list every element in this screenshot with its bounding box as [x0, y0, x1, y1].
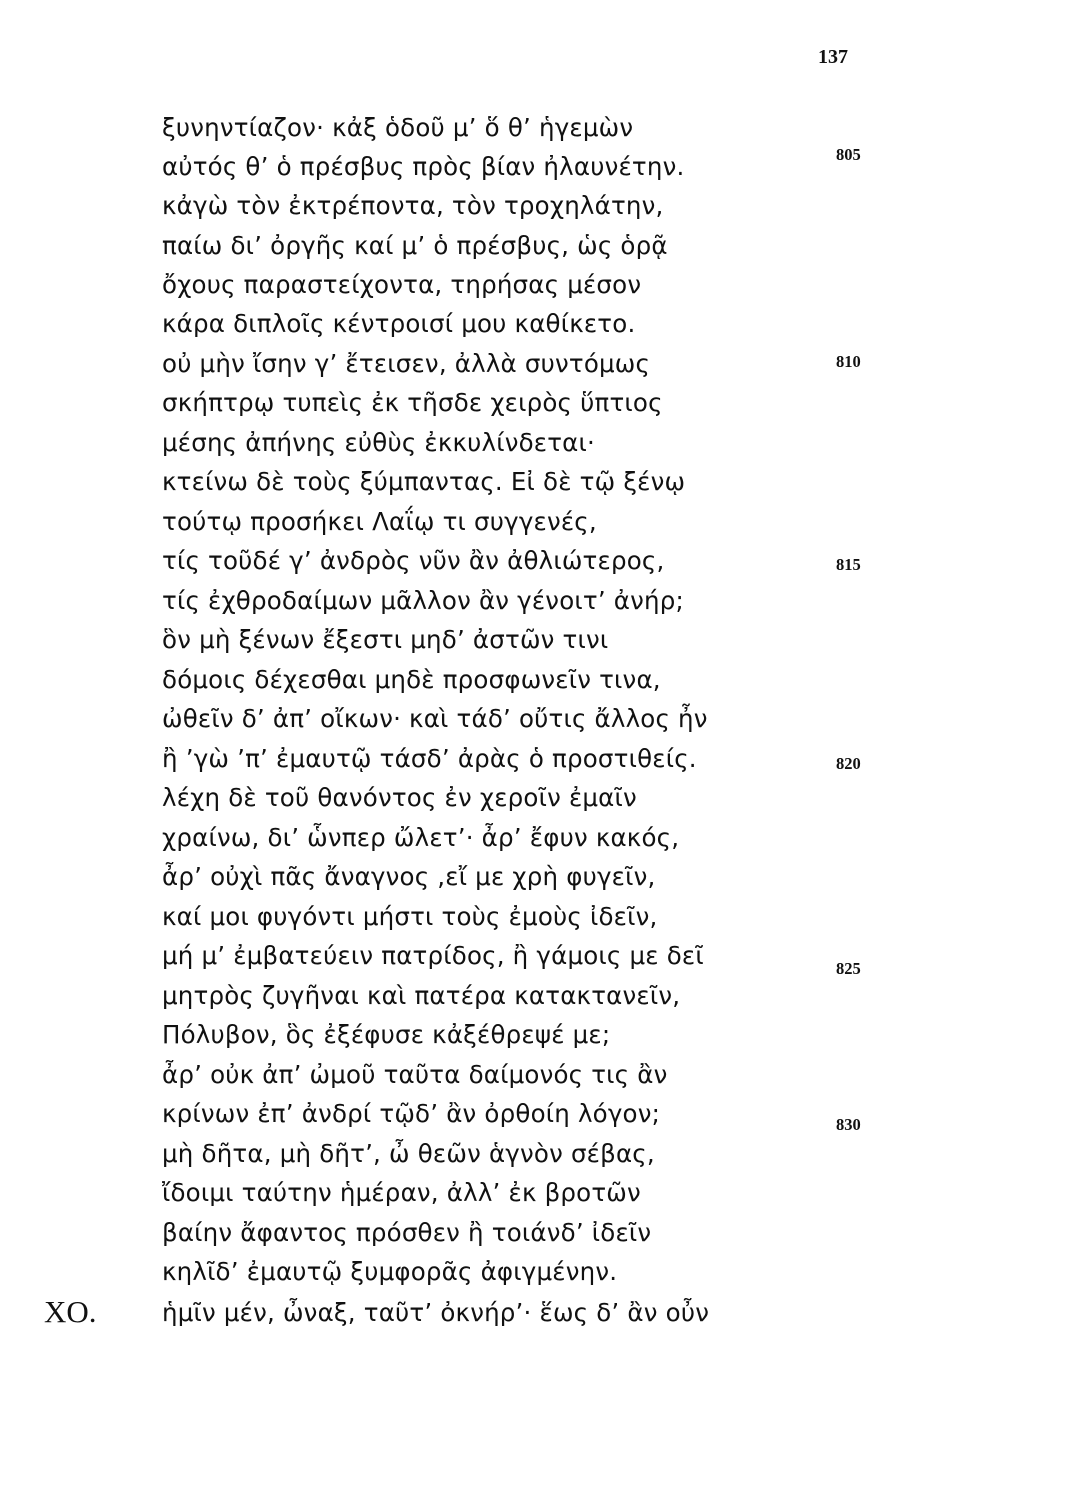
line-number: 825: [836, 959, 861, 978]
verse-line: ἢ ’γὼ ’π’ ἐμαυτῷ τάσδ’ ἀρὰς ὁ προστιθείς.: [162, 744, 697, 773]
line-number: 805: [836, 145, 861, 164]
verse-line: μέσης ἀπήνης εὐθὺς ἐκκυλίνδεται·: [162, 428, 595, 457]
verse-line: τίς τοῦδέ γ’ ἀνδρὸς νῦν ἂν ἀθλιώτερος,: [162, 546, 665, 575]
verse-line: κρίνων ἐπ’ ἀνδρί τῷδ’ ἂν ὀρθοίη λόγον;: [162, 1099, 661, 1128]
verse-line: ἆρ’ οὐχὶ πᾶς ἄναγνος ,εἴ με χρὴ φυγεῖν,: [162, 862, 656, 891]
verse-line: δόμοις δέχεσθαι μηδὲ προσφωνεῖν τινα,: [162, 665, 661, 694]
verse-line: μητρὸς ζυγῆναι καὶ πατέρα κατακτανεῖν,: [162, 981, 681, 1010]
line-number: 815: [836, 555, 861, 574]
page-number: 137: [818, 46, 848, 68]
verse-line: ξυνηντίαζον· κἀξ ὁδοῦ μ’ ὅ θ’ ἡγεμὼν: [162, 113, 634, 142]
verse-line: χραίνω, δι’ ὧνπερ ὤλετ’· ἆρ’ ἔφυν κακός,: [162, 823, 680, 852]
verse-line: κτείνω δὲ τοὺς ξύμπαντας. Εἰ δὲ τῷ ξένῳ: [162, 467, 686, 496]
line-number: 820: [836, 754, 861, 773]
verse-line: ὠθεῖν δ’ ἀπ’ οἴκων· καὶ τάδ’ οὔτις ἄλλος ἦν: [162, 704, 708, 733]
verse-line: τούτῳ προσήκει Λαΐῳ τι συγγενές,: [162, 507, 597, 536]
verse-line: κηλῖδ’ ἐμαυτῷ ξυμφορᾶς ἀφιγμένην.: [162, 1257, 618, 1286]
verse-line: ἡμῖν μέν, ὦναξ, ταῦτ’ ὀκνήρ’· ἕως δ’ ἂν οὖν: [162, 1298, 710, 1327]
verse-line: ὄχους παραστείχοντα, τηρήσας μέσον: [162, 270, 642, 299]
line-number: 810: [836, 352, 861, 371]
verse-line: παίω δι’ ὀργῆς καί μ’ ὁ πρέσβυς, ὡς ὁρᾷ: [162, 231, 668, 260]
verse-line: μή μ’ ἐμβατεύειν πατρίδος, ἢ γάμοις με δεῖ: [162, 941, 704, 970]
line-number: 830: [836, 1115, 861, 1134]
verse-line: τίς ἐχθροδαίμων μᾶλλον ἂν γένοιτ’ ἀνήρ;: [162, 586, 684, 615]
verse-line: κάρα διπλοῖς κέντροισί μου καθίκετο.: [162, 309, 636, 338]
speaker-label: ΧΟ.: [44, 1294, 97, 1329]
verse-line: ἆρ’ οὐκ ἀπ’ ὠμοῦ ταῦτα δαίμονός τις ἂν: [162, 1060, 668, 1089]
verse-line: οὐ μὴν ἴσην γ’ ἔτεισεν, ἀλλὰ συντόμως: [162, 349, 651, 378]
verse-line: ὃν μὴ ξένων ἔξεστι μηδ’ ἀστῶν τινι: [162, 625, 609, 654]
verse-line: λέχη δὲ τοῦ θανόντος ἐν χεροῖν ἐμαῖν: [162, 783, 637, 812]
verse-line: σκήπτρῳ τυπεὶς ἐκ τῆσδε χειρὸς ὕπτιος: [162, 388, 663, 417]
verse-line: καί μοι φυγόντι μήστι τοὺς ἐμοὺς ἰδεῖν,: [162, 902, 658, 931]
verse-line: μὴ δῆτα, μὴ δῆτ’, ὦ θεῶν ἁγνὸν σέβας,: [162, 1139, 655, 1168]
verse-line: Πόλυβον, ὃς ἐξέφυσε κἀξέθρεψέ με;: [162, 1020, 611, 1049]
verse-line: βαίην ἄφαντος πρόσθεν ἢ τοιάνδ’ ἰδεῖν: [162, 1218, 652, 1247]
verse-line: αὐτός θ’ ὁ πρέσβυς πρὸς βίαν ἠλαυνέτην.: [162, 152, 685, 181]
verse-line: ἴδοιμι ταύτην ἡμέραν, ἀλλ’ ἐκ βροτῶν: [162, 1178, 641, 1207]
verse-line: κἀγὼ τὸν ἐκτρέποντα, τὸν τροχηλάτην,: [162, 191, 664, 220]
